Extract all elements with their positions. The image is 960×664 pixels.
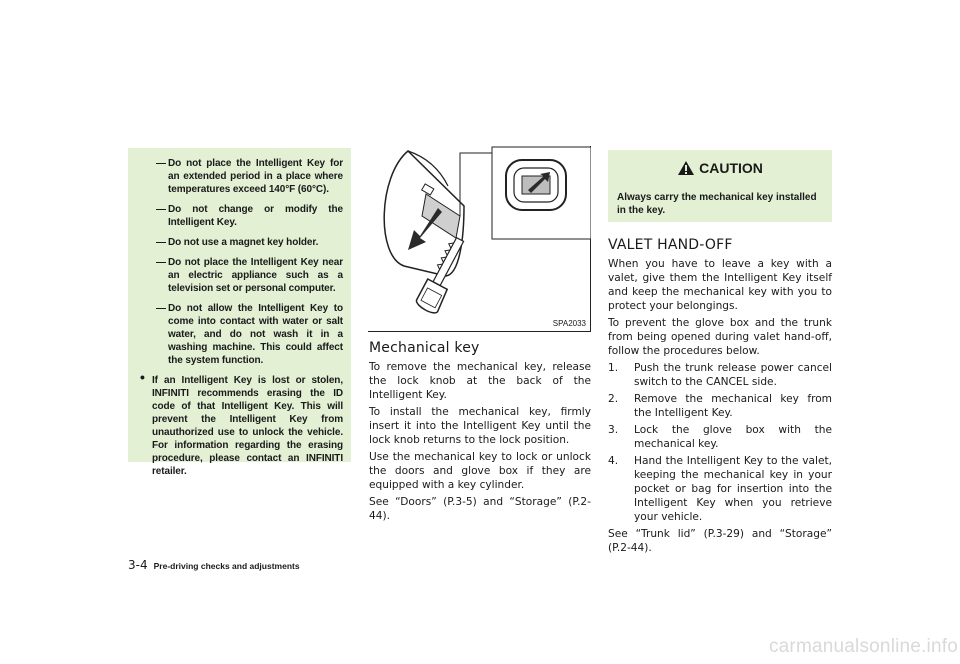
figure-label: SPA2033 <box>552 319 586 328</box>
key-illustration <box>368 146 591 332</box>
warning-bullet-item <box>140 369 343 478</box>
valet-intro: When you have to leave a key with a valet, give them the Intelligent Key itself and keep the mechanical key with you to protect your belongings. <box>608 258 832 312</box>
dash-symbol: — <box>156 257 166 268</box>
mechanical-key-paragraph: Use the mechanical key to lock or unlock the doors and glove box if they are equipped with a key cylinder. <box>369 451 591 491</box>
valet-step <box>608 392 832 420</box>
warning-text: Do not place the Intelligent Key near an electric appliance such as a television set or personal computer. <box>168 257 343 294</box>
valet-section <box>608 237 832 558</box>
dash-symbol: — <box>156 158 166 169</box>
mechanical-key-section <box>369 340 591 526</box>
dash-symbol: — <box>156 204 166 215</box>
warning-continuation-box <box>128 148 351 477</box>
dash-symbol: — <box>156 303 166 314</box>
step-number: 3. <box>608 424 619 436</box>
page-number: 3-4 <box>128 558 148 572</box>
page-footer <box>128 554 428 570</box>
mechanical-key-figure <box>368 146 591 332</box>
caution-text: Always carry the mechanical key installed in the key. <box>617 192 817 216</box>
dash-symbol: — <box>156 237 166 248</box>
warning-text: Do not allow the Intelligent Key to come into contact with water or salt water, and do not wash it in a washing machine. This could affect the system function. <box>168 303 343 366</box>
bullet-symbol: • <box>140 369 145 385</box>
step-text: Remove the mechanical key from the Intelligent Key. <box>634 393 832 419</box>
step-number: 1. <box>608 362 619 374</box>
warning-dash-item <box>140 157 343 196</box>
warning-dash-item <box>140 256 343 295</box>
step-text: Lock the glove box with the mechanical key. <box>634 424 832 450</box>
warning-text: Do not place the Intelligent Key for an extended period in a place where temperatures exceed 140°F (60°C). <box>168 158 343 195</box>
warning-bullet-text: If an Intelligent Key is lost or stolen, INFINITI recommends erasing the ID code of that Intelligent Key. This will prevent the Intelligent Key from unauthorized use to unlock the vehicle. For information regarding the erasing procedure, please contact an INFINITI retailer. <box>152 375 343 477</box>
warning-dash-item <box>140 302 343 367</box>
valet-step <box>608 454 832 524</box>
warning-triangle-icon <box>677 160 695 176</box>
mechanical-key-paragraph: To remove the mechanical key, release the lock knob at the back of the Intelligent Key. <box>369 361 591 401</box>
warning-text: Do not change or modify the Intelligent Key. <box>168 204 343 228</box>
footer-section-title: Pre-driving checks and adjustments <box>153 561 300 571</box>
caution-header <box>608 160 832 176</box>
mechanical-key-see-also: See “Doors” (P.3-5) and “Storage” (P.2-44). <box>369 496 591 522</box>
mechanical-key-heading: Mechanical key <box>369 340 480 356</box>
mechanical-key-paragraph: To install the mechanical key, firmly insert it into the Intelligent Key until the lock knob returns to the lock position. <box>369 406 591 446</box>
valet-heading: VALET HAND-OFF <box>608 237 733 253</box>
caution-box <box>608 150 832 222</box>
valet-prevent: To prevent the glove box and the trunk from being opened during valet hand-off, follow the procedures below. <box>608 317 832 357</box>
step-text: Push the trunk release power cancel switch to the CANCEL side. <box>634 362 832 388</box>
warning-dash-item <box>140 203 343 229</box>
step-text: Hand the Intelligent Key to the valet, keeping the mechanical key in your pocket or bag for insertion into the Intelligent Key when you retrieve your vehicle. <box>634 455 832 523</box>
warning-text: Do not use a magnet key holder. <box>168 237 319 248</box>
warning-dash-item <box>140 236 343 249</box>
caution-title: CAUTION <box>699 160 763 176</box>
valet-step <box>608 423 832 451</box>
watermark: carmanualsonline.info <box>768 636 958 657</box>
valet-see-also: See “Trunk lid” (P.3-29) and “Storage” (P.2-44). <box>608 528 832 554</box>
valet-step <box>608 361 832 389</box>
step-number: 4. <box>608 455 619 467</box>
step-number: 2. <box>608 393 619 405</box>
